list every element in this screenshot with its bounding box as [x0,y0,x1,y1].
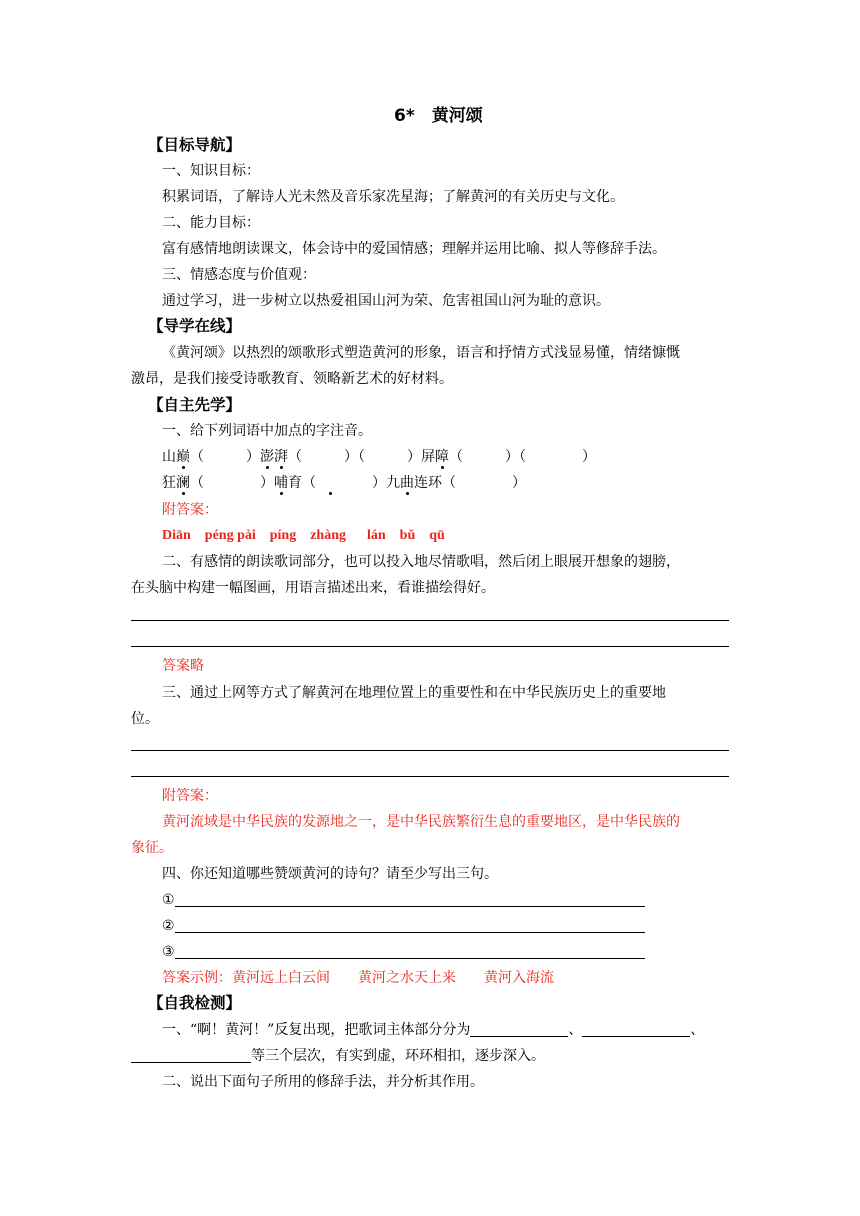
heading-guide: 【导学在线】 [148,317,242,335]
word-kuanglan: 狂澜（ ） [162,475,274,491]
vocab-row-2 [162,473,526,493]
word-jiuqu: 九曲连环（ ） [386,475,526,491]
page-title: 6* 黄河颂 [394,106,483,126]
word-shandian: 山巅（ ） [162,449,260,465]
pinyin-answers: Diān péng pài píng zhàng lán bǔ qū [162,528,445,543]
answer-omitted: 答案略 [162,658,204,674]
heading-goals: 【目标导航】 [148,136,242,154]
answer-line [131,646,729,647]
heading-self-check: 【自我检测】 [148,994,242,1012]
answer-line [131,776,729,777]
check-question-1-line-1: 一、“啊！黄河！”反复出现，把歌词主体部分分为 、 、 [162,1022,705,1038]
question-2-line-2: 在头脑中构建一幅图画，用语言描述出来，看谁描绘得好。 [131,580,495,596]
poem-blank-3: ③ [162,942,645,962]
answer-line [131,620,729,621]
emotion-goal-label: 三、情感态度与价值观： [162,267,316,283]
question-2-line-1: 二、有感情的朗读歌词部分，也可以投入地尽情歌唱，然后闭上眼展开想象的翅膀， [162,554,680,570]
answer-label-1: 附答案： [162,502,218,518]
knowledge-goal-label: 一、知识目标： [162,163,260,179]
poem-blank-1: ① [162,890,645,910]
guide-paragraph-line-1: 《黄河颂》以热烈的颂歌形式塑造黄河的形象，语言和抒情方式浅显易懂，情绪慷慨 [162,345,680,361]
word-pingzhang: 屏障（ ）（ ） [421,449,596,465]
guide-paragraph-line-2: 激昂，是我们接受诗歌教育、领略新艺术的好材料。 [131,371,453,387]
ability-goal-label: 二、能力目标： [162,215,260,231]
answer-example-4: 答案示例：黄河远上白云间 黄河之水天上来 黄河入海流 [162,970,554,986]
check-question-1-line-2: 等三个层次，有实到虚，环环相扣，逐步深入。 [131,1046,545,1066]
word-pengpai: 澎湃（ ）（ ） [260,449,421,465]
answer-3-line-2: 象征。 [131,840,173,856]
vocab-row-1 [162,447,596,467]
poem-blank-2: ② [162,916,645,936]
question-1: 一、给下列词语中加点的字注音。 [162,423,372,439]
check-question-2: 二、说出下面句子所用的修辞手法，并分析其作用。 [162,1074,484,1090]
knowledge-goal-text: 积累词语，了解诗人光未然及音乐家冼星海；了解黄河的有关历史与文化。 [162,189,624,205]
emotion-goal-text: 通过学习，进一步树立以热爱祖国山河为荣、危害祖国山河为耻的意识。 [162,293,610,309]
ability-goal-text: 富有感情地朗读课文，体会诗中的爱国情感；理解并运用比喻、拟人等修辞手法。 [162,241,666,257]
answer-line [131,750,729,751]
heading-self-study: 【自主先学】 [148,396,242,414]
answer-label-3: 附答案： [162,788,218,804]
question-4: 四、你还知道哪些赞颂黄河的诗句？请至少写出三句。 [162,866,498,882]
answer-3-line-1: 黄河流域是中华民族的发源地之一，是中华民族繁衍生息的重要地区，是中华民族的 [162,814,680,830]
question-3-line-1: 三、通过上网等方式了解黄河在地理位置上的重要性和在中华民族历史上的重要地 [162,685,666,701]
word-buyu: 哺育（ ） [274,475,386,491]
question-3-line-2: 位。 [131,711,159,727]
